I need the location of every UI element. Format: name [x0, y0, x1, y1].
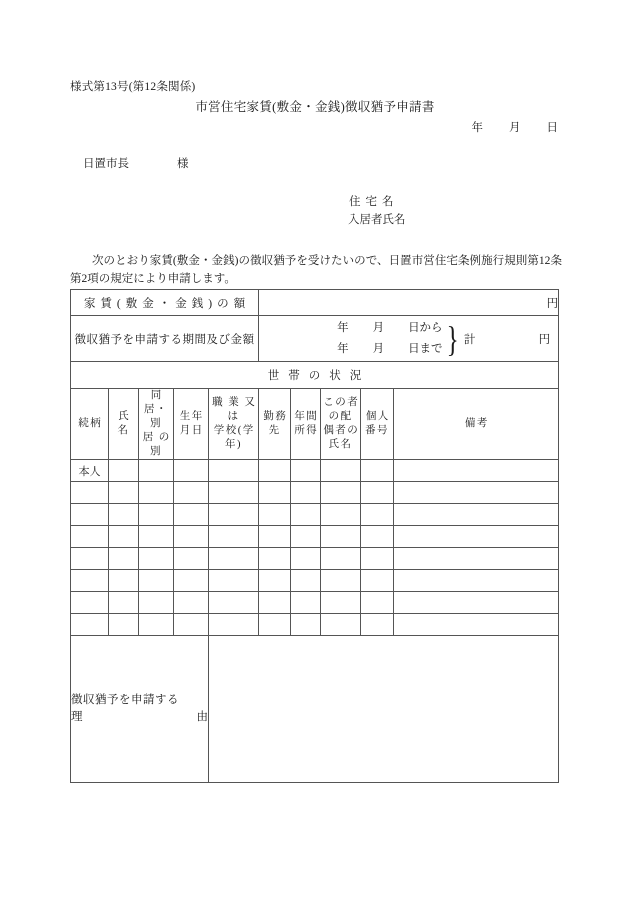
table-row: [71, 482, 559, 504]
col-header-remarks: 備考: [394, 389, 559, 460]
cell-remarks[interactable]: [394, 570, 559, 592]
col-header-mynumber: 個人番号: [361, 389, 394, 460]
household-section-title: 世帯の状況: [71, 362, 559, 389]
from-year-label: 年: [337, 321, 349, 334]
cell-remarks[interactable]: [394, 504, 559, 526]
table-row: [71, 548, 559, 570]
cell-mynumber[interactable]: [361, 592, 394, 614]
cell-workplace[interactable]: [259, 592, 291, 614]
application-table: [70, 289, 559, 783]
cell-relation[interactable]: [71, 614, 109, 636]
period-amount-row: [71, 316, 559, 362]
cell-spouse-name[interactable]: [321, 614, 361, 636]
cell-name[interactable]: [109, 548, 139, 570]
cell-relation[interactable]: [71, 526, 109, 548]
date-line: [472, 119, 559, 135]
total-unit: 円: [538, 333, 551, 346]
table-row: [71, 570, 559, 592]
cell-birthdate[interactable]: [174, 482, 209, 504]
cell-name[interactable]: [109, 526, 139, 548]
cell-income[interactable]: [291, 614, 321, 636]
rent-amount-row: [71, 290, 559, 316]
cell-mynumber[interactable]: [361, 460, 394, 482]
cell-name[interactable]: [109, 504, 139, 526]
cell-name[interactable]: [109, 592, 139, 614]
cell-remarks[interactable]: [394, 592, 559, 614]
to-year-label: 年: [337, 342, 349, 355]
cell-income[interactable]: [291, 482, 321, 504]
cell-spouse-name[interactable]: [321, 460, 361, 482]
cell-mynumber[interactable]: [361, 614, 394, 636]
cell-cohabitation[interactable]: [139, 592, 174, 614]
from-day-label: 日から: [408, 321, 443, 334]
cell-name[interactable]: [109, 570, 139, 592]
cell-spouse-name[interactable]: [321, 570, 361, 592]
date-month-label: 月: [509, 122, 521, 134]
cell-workplace[interactable]: [259, 614, 291, 636]
cell-spouse-name[interactable]: [321, 548, 361, 570]
cell-name[interactable]: [109, 460, 139, 482]
applicant-block: [348, 193, 406, 229]
cell-remarks[interactable]: [394, 526, 559, 548]
reason-label-left: 理: [71, 711, 83, 723]
cell-spouse-name[interactable]: [321, 592, 361, 614]
cell-remarks[interactable]: [394, 460, 559, 482]
rent-amount-value[interactable]: 円: [259, 290, 559, 316]
cell-cohabitation[interactable]: [139, 614, 174, 636]
period-label: 徴収猶予を申請する期間及び金額: [71, 316, 259, 362]
cell-workplace[interactable]: [259, 526, 291, 548]
cell-income[interactable]: [291, 592, 321, 614]
col-header-workplace: 勤務先: [259, 389, 291, 460]
cell-relation[interactable]: [71, 592, 109, 614]
col-header-cohabitation: 同居・別 居 の 別: [139, 389, 174, 460]
cell-income[interactable]: [291, 526, 321, 548]
column-header-row: [71, 389, 559, 460]
period-date-range: [337, 318, 443, 360]
cell-spouse-name[interactable]: [321, 504, 361, 526]
cell-cohabitation[interactable]: [139, 526, 174, 548]
addressee-honorific: 様: [177, 158, 189, 170]
reason-row: [71, 636, 559, 783]
form-number: 様式第13号(第12条関係): [70, 81, 196, 93]
addressee-name: 日置市長: [83, 158, 129, 170]
cell-name[interactable]: [109, 614, 139, 636]
cell-spouse-name[interactable]: [321, 482, 361, 504]
from-month-label: 月: [372, 321, 385, 334]
cell-workplace[interactable]: [259, 548, 291, 570]
cell-occupation[interactable]: [209, 460, 259, 482]
cell-birthdate[interactable]: [174, 526, 209, 548]
cell-mynumber[interactable]: [361, 526, 394, 548]
cell-occupation[interactable]: [209, 526, 259, 548]
cell-occupation[interactable]: [209, 592, 259, 614]
cell-mynumber[interactable]: [361, 504, 394, 526]
cell-income[interactable]: [291, 548, 321, 570]
cell-income[interactable]: [291, 504, 321, 526]
cell-occupation[interactable]: [209, 548, 259, 570]
curly-brace-icon: }: [446, 318, 459, 359]
total-label: 計: [463, 333, 476, 346]
period-value-cell[interactable]: [259, 316, 559, 362]
cell-income[interactable]: [291, 570, 321, 592]
col-header-spouse-name: この者の配 偶者の氏名: [321, 389, 361, 460]
cell-birthdate[interactable]: [174, 614, 209, 636]
cell-remarks[interactable]: [394, 548, 559, 570]
page-title: 市営住宅家賃(敷金・金銭)徴収猶予申請書: [195, 100, 435, 114]
cell-mynumber[interactable]: [361, 570, 394, 592]
table-row: [71, 504, 559, 526]
reason-label-right: 由: [196, 711, 208, 723]
cell-occupation[interactable]: [209, 482, 259, 504]
cell-cohabitation[interactable]: [139, 504, 174, 526]
cell-cohabitation[interactable]: [139, 460, 174, 482]
rent-amount-label: 家賃(敷金・金銭)の額: [71, 290, 259, 316]
cell-remarks[interactable]: [394, 614, 559, 636]
resident-name-label: 入居者氏名: [348, 214, 406, 226]
date-year-label: 年: [471, 122, 483, 134]
cell-occupation[interactable]: [209, 614, 259, 636]
cell-remarks[interactable]: [394, 482, 559, 504]
table-row: [71, 526, 559, 548]
period-to: [337, 339, 443, 360]
reason-label: 徴収猶予を申請する 理 由: [71, 636, 209, 783]
table-row: [71, 614, 559, 636]
cell-birthdate[interactable]: [174, 570, 209, 592]
cell-spouse-name[interactable]: [321, 526, 361, 548]
cell-birthdate[interactable]: [174, 548, 209, 570]
cell-birthdate[interactable]: [174, 460, 209, 482]
cell-workplace[interactable]: [259, 504, 291, 526]
cell-relation[interactable]: [71, 548, 109, 570]
cell-birthdate[interactable]: [174, 504, 209, 526]
cell-workplace[interactable]: [259, 460, 291, 482]
date-day-label: 日: [546, 122, 558, 134]
reason-value[interactable]: [209, 636, 559, 783]
cell-occupation[interactable]: [209, 570, 259, 592]
col-header-name: 氏 名: [109, 389, 139, 460]
addressee: [83, 155, 189, 171]
cell-mynumber[interactable]: [361, 548, 394, 570]
cell-workplace[interactable]: [259, 482, 291, 504]
col-header-income: 年間 所得: [291, 389, 321, 460]
cell-relation[interactable]: [71, 570, 109, 592]
cell-occupation[interactable]: [209, 504, 259, 526]
cell-cohabitation[interactable]: [139, 482, 174, 504]
cell-relation[interactable]: 本人: [71, 460, 109, 482]
table-row: [71, 592, 559, 614]
to-month-label: 月: [372, 342, 385, 355]
col-header-relation: 続柄: [71, 389, 109, 460]
cell-relation[interactable]: [71, 482, 109, 504]
cell-income[interactable]: [291, 460, 321, 482]
cell-workplace[interactable]: [259, 570, 291, 592]
body-paragraph: 次のとおり家賃(敷金・金銭)の徴収猶予を受けたいので、日置市営住宅条例施行規則第12条第2項の規定により申請します。: [70, 255, 562, 285]
table-row: [71, 460, 559, 482]
cell-mynumber[interactable]: [361, 482, 394, 504]
cell-cohabitation[interactable]: [139, 570, 174, 592]
period-from: [337, 318, 443, 339]
cell-relation[interactable]: [71, 504, 109, 526]
to-day-label: 日まで: [408, 342, 443, 355]
cell-name[interactable]: [109, 482, 139, 504]
housing-name-label: 住宅名: [349, 196, 399, 208]
cell-cohabitation[interactable]: [139, 548, 174, 570]
col-header-occupation: 職 業 又 は 学校(学年): [209, 389, 259, 460]
household-section-row: [71, 362, 559, 389]
col-header-birthdate: 生年 月日: [174, 389, 209, 460]
cell-birthdate[interactable]: [174, 592, 209, 614]
